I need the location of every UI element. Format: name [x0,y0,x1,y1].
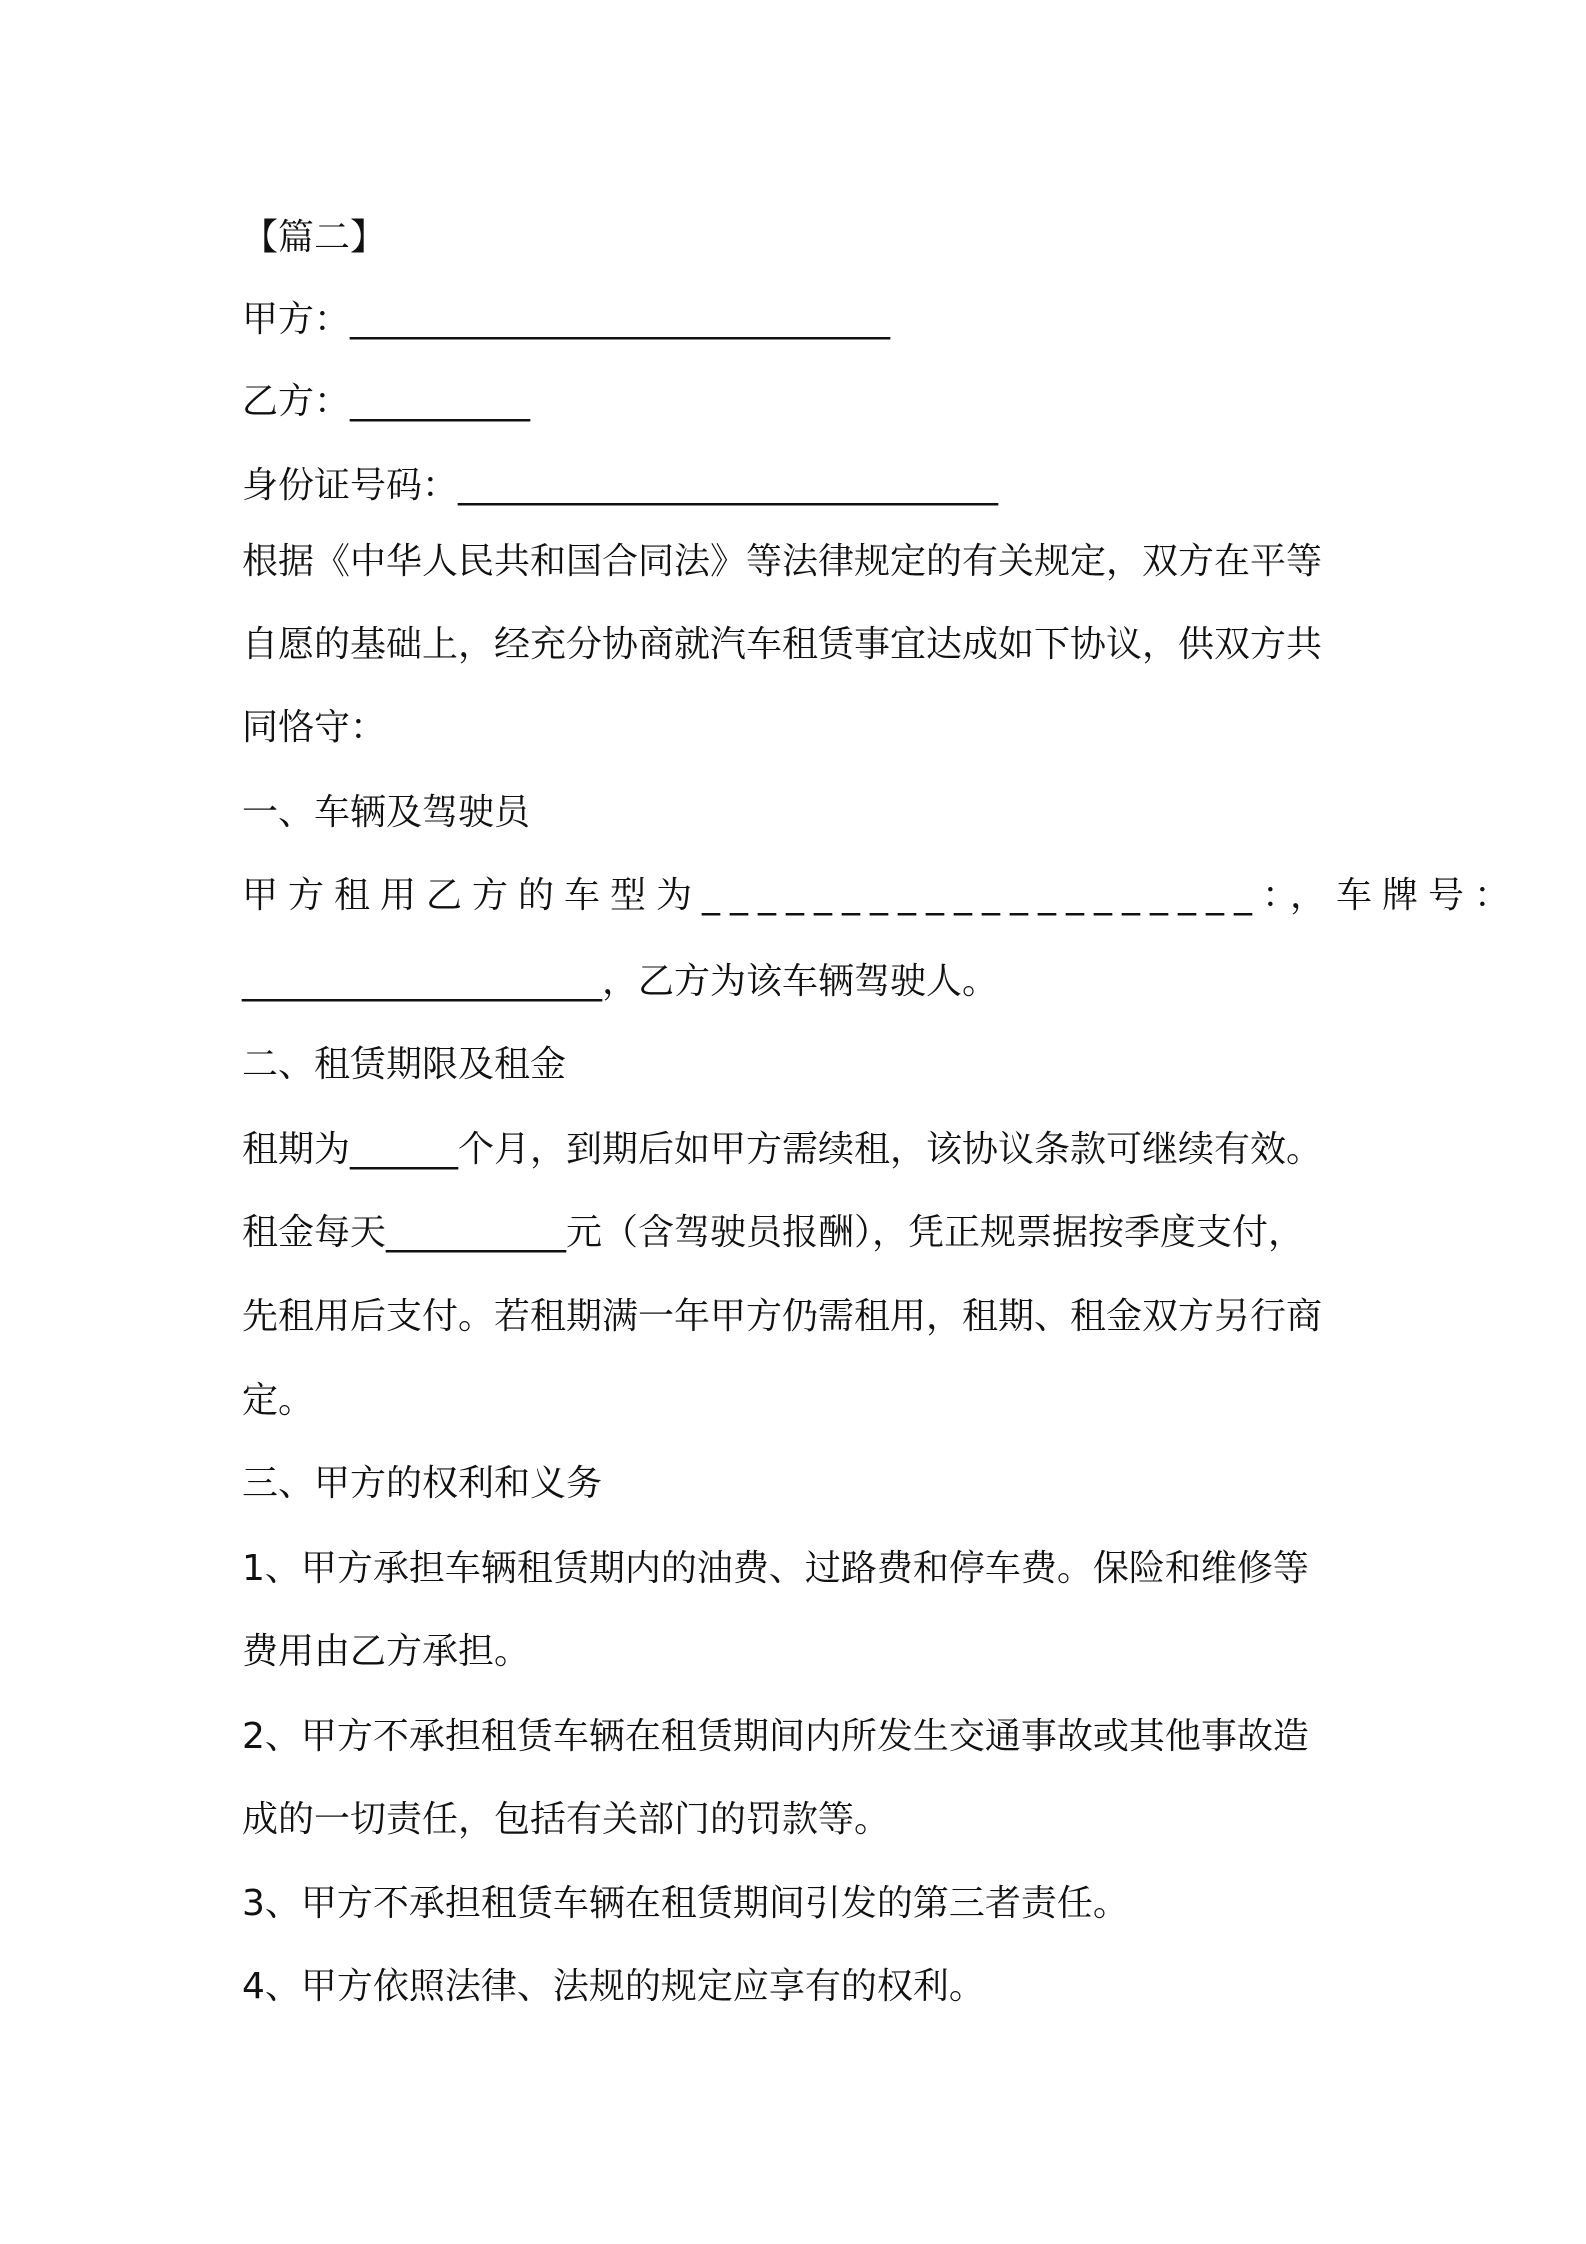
paragraph-line: 3、甲方不承担租赁车辆在租赁期间引发的第三者责任。 [242,1883,1129,1924]
clause-heading: 三、甲方的权利和义务 [242,1463,603,1504]
paragraph-line: 自愿的基础上，经充分协商就汽车租赁事宜达成如下协议，供双方共 [242,624,1323,665]
paragraph-line: 租金每天__________元（含驾驶员报酬），凭正规票据按季度支付， [242,1212,1305,1253]
paragraph-line: 成的一切责任，包括有关部门的罚款等。 [242,1799,891,1840]
paragraph-line: 同恪守： [242,707,387,748]
id-number-line: 身份证号码：______________________________ [242,465,999,506]
party-a-line: 甲方：______________________________ [242,299,891,340]
paragraph-line: 定。 [242,1380,315,1421]
paragraph-line: ____________________，乙方为该车辆驾驶人。 [242,961,999,1002]
party-b-line: 乙方：__________ [242,381,531,422]
paragraph-line: 费用由乙方承担。 [242,1631,531,1672]
paragraph-line: 1、甲方承担车辆租赁期内的油费、过路费和停车费。保险和维修等 [242,1548,1309,1589]
section-heading: 【篇二】 [242,217,387,258]
paragraph-line: 甲方租用乙方的车型为____________________：，车牌号： [242,875,1521,916]
clause-heading: 一、车辆及驾驶员 [242,792,531,833]
paragraph-line: 2、甲方不承担租赁车辆在租赁期间内所发生交通事故或其他事故造 [242,1716,1309,1757]
paragraph-line: 先租用后支付。若租期满一年甲方仍需租用，租期、租金双方另行商 [242,1296,1323,1337]
clause-heading: 二、租赁期限及租金 [242,1044,567,1085]
paragraph-line: 根据《中华人民共和国合同法》等法律规定的有关规定，双方在平等 [242,541,1323,582]
paragraph-line: 租期为______个月，到期后如甲方需续租，该协议条款可继续有效。 [242,1129,1323,1170]
paragraph-line: 4、甲方依照法律、法规的规定应享有的权利。 [242,1966,985,2007]
